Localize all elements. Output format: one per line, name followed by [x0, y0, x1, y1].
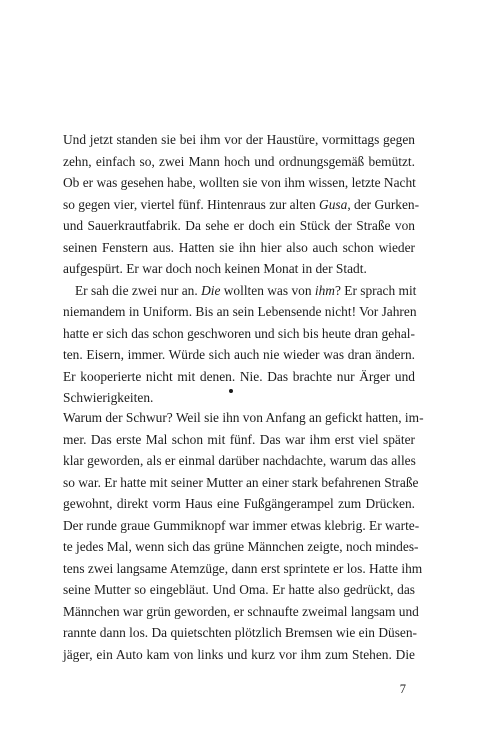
text-line: so war. Er hatte mit seiner Mutter an einer stark befahrenen Straße — [63, 474, 419, 490]
paragraph-block-bottom — [63, 407, 424, 665]
text-run: , der Gurken- — [347, 196, 420, 212]
text-line: aufgespürt. Er war doch noch keinen Monat in der Stadt. — [63, 261, 367, 276]
text-run: so gegen vier, viertel fünf. Hintenraus zur alten — [63, 196, 320, 212]
text-line — [63, 194, 420, 216]
text-line: Er kooperierte nicht mit denen. Nie. Das brachte nur Ärger und — [63, 368, 415, 384]
text-line: mer. Das erste Mal schon mit fünf. Das war ihm erst viel später — [63, 431, 415, 447]
text-line: Ob er was gesehen habe, wollten sie von ihm wissen, letzte Nacht — [63, 175, 416, 190]
text-run: ? Er sprach mit — [334, 282, 417, 298]
italic-word: Die — [201, 282, 221, 298]
text-line: Der runde graue Gummiknopf war immer etwas klebrig. Er warte- — [63, 517, 420, 533]
italic-word: ihm — [314, 282, 335, 298]
text-line — [63, 280, 415, 302]
italic-word: Gusa — [319, 196, 348, 212]
text-line: te jedes Mal, wenn sich das grüne Männchen zeigte, noch mindes- — [63, 539, 419, 554]
text-line: seine Mutter so eingebläut. Und Oma. Er hatte also gedrückt, das — [63, 582, 415, 597]
text-line: gewohnt, direkt vorm Haus eine Fußgängerampel zum Drücken. — [63, 496, 415, 511]
text-line: tens zwei langsame Atemzüge, dann erst sprintete er los. Hatte ihm — [63, 560, 423, 576]
text-line: Warum der Schwur? Weil sie ihn von Anfang an gefickt hatten, im- — [63, 410, 424, 425]
text-line: Schwierigkeiten. — [63, 390, 154, 405]
paragraph-block-top — [63, 129, 420, 409]
text-line: klar geworden, als er einmal darüber nachdachte, warum das alles — [63, 453, 416, 468]
text-line: Männchen war grün geworden, er schnaufte zweimal langsam und — [63, 603, 419, 619]
text-line: ten. Eisern, immer. Würde sich auch nie wieder was dran ändern. — [63, 347, 415, 362]
text-line: seinen Fenstern aus. Hatten sie ihn hier also auch schon wieder — [63, 239, 415, 255]
text-line: rannte dann los. Da quietschten plötzlich Bremsen wie ein Düsen- — [63, 625, 418, 640]
text-line: Und jetzt standen sie bei ihm vor der Haustüre, vormittags gegen — [63, 132, 415, 147]
text-line: niemandem in Uniform. Bis an sein Lebensende nicht! Vor Jahren — [63, 304, 417, 319]
text-line: hatte er sich das schon geschworen und sich bis heute dran gehal- — [63, 325, 415, 341]
text-run: Er sah die zwei nur an. — [75, 282, 202, 298]
text-line: und Sauerkrautfabrik. Da sehe er doch ein Stück der Straße von — [63, 218, 415, 233]
text-run: wollten was von — [220, 282, 315, 298]
text-line: zehn, einfach so, zwei Mann hoch und ordnungsgemäß bemützt. — [63, 153, 415, 169]
text-line: jäger, ein Auto kam von links und kurz vor ihm zum Stehen. Die — [63, 646, 415, 662]
page-number: 7 — [399, 682, 406, 696]
section-separator-dot — [229, 389, 233, 393]
